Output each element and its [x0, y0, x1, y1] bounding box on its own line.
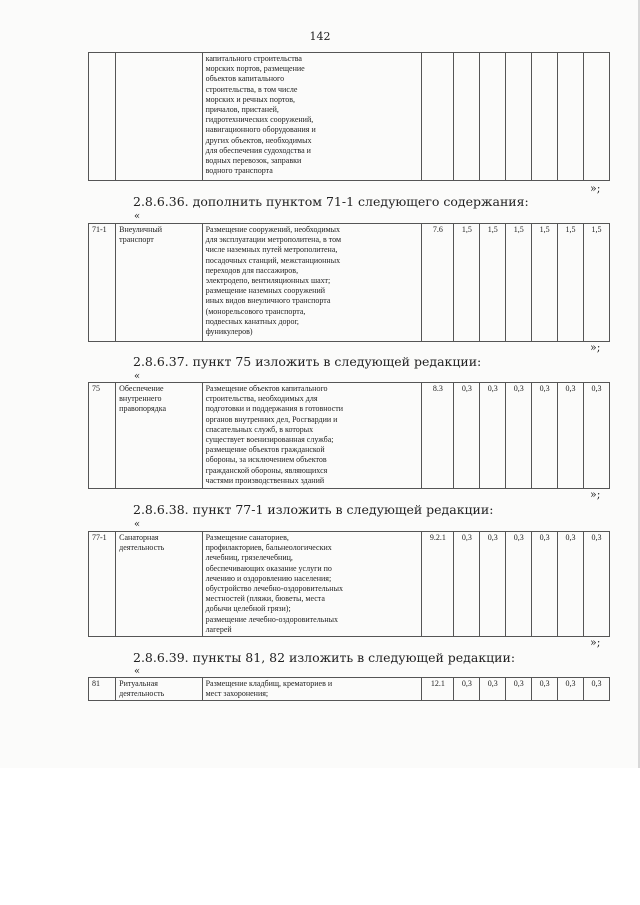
section-heading-36: 2.8.6.36. дополнить пунктом 71-1 следующего содержания:: [133, 194, 529, 209]
row-number: 71-1: [89, 224, 116, 342]
row-name: Обеспечение внутреннего правопорядка: [116, 383, 202, 489]
row-code: 7.6: [422, 224, 454, 342]
row-description: Размещение сооружений, необходимых для эксплуатации метрополитена, в том числе наземных путей метрополитена, посадочных станций, межстанционных переходов для пассажиров, электродепо, вентиляционных шахт; размещение наземных сооружений иных видов внеуличного транспорта (монорельсового транспорта, подвесных канатных дорог, фуникулеров): [202, 224, 422, 342]
row-value: 0,3: [506, 532, 532, 637]
row-value: 1,5: [480, 224, 506, 342]
row-value: 0,3: [454, 383, 480, 489]
row-code: 12.1: [422, 678, 454, 701]
row-value: 0,3: [532, 532, 558, 637]
table-continuation: [88, 52, 610, 181]
row-value: 1,5: [532, 224, 558, 342]
row-value: 0,3: [532, 383, 558, 489]
row-value: 0,3: [454, 532, 480, 637]
row-description: Размещение санаториев, профилакториев, бальнеологических лечебниц, грязелечебниц, обеспечивающих оказание услуги по лечению и оздоровлению населения; обустройство лечебно-оздоровительных местностей (пляжи, бюветы, места добычи целебной грязи); размещение лечебно-оздоровительных лагерей: [202, 532, 422, 637]
section-heading-39: 2.8.6.39. пункты 81, 82 изложить в следующей редакции:: [133, 650, 516, 665]
page-number: 142: [309, 30, 331, 43]
table-77-1: [88, 531, 610, 637]
row-value: 0,3: [558, 383, 584, 489]
row-value: 0,3: [584, 532, 610, 637]
close-quote: »;: [590, 182, 601, 195]
row-value: 0,3: [584, 383, 610, 489]
table-81: [88, 677, 610, 701]
row-name: Санаторная деятельность: [116, 532, 202, 637]
row-value: 0,3: [506, 383, 532, 489]
close-quote: »;: [590, 341, 601, 354]
row-value: 0,3: [480, 532, 506, 637]
row-value: 0,3: [558, 678, 584, 701]
row-value: 0,3: [454, 678, 480, 701]
open-quote: «: [134, 666, 141, 677]
table-row: [89, 53, 610, 181]
row-code: 8.3: [422, 383, 454, 489]
row-description: капитального строительства морских портов, размещение объектов капитального строительства, в том числе морских и речных портов, причалов, пристаней, гидротехнических сооружений, навигационного оборудования и других объектов, необходимых для обеспечения судоходства и водных перевозок, заправки водного транспорта: [202, 53, 422, 181]
row-description: Размещение объектов капитального строительства, необходимых для подготовки и поддержания в готовности органов внутренних дел, Росгвардии и спасательных служб, в которых существует военизированная служба; размещение объектов гражданской обороны, за исключением объектов гражданской обороны, являющихся частями производственных зданий: [202, 383, 422, 489]
row-number: 81: [89, 678, 116, 701]
row-description: Размещение кладбищ, крематориев и мест захоронения;: [202, 678, 422, 701]
table-row: [89, 224, 610, 342]
row-name: Ритуальная деятельность: [116, 678, 202, 701]
table-row: [89, 383, 610, 489]
row-number: 75: [89, 383, 116, 489]
table-71-1: [88, 223, 610, 342]
section-heading-38: 2.8.6.38. пункт 77-1 изложить в следующей редакции:: [133, 502, 494, 517]
row-value: 0,3: [480, 383, 506, 489]
close-quote: »;: [590, 636, 601, 649]
table-row: [89, 678, 610, 701]
row-value: 0,3: [584, 678, 610, 701]
row-value: 1,5: [558, 224, 584, 342]
open-quote: «: [134, 371, 141, 382]
row-value: 1,5: [584, 224, 610, 342]
row-value: 0,3: [506, 678, 532, 701]
row-code: 9.2.1: [422, 532, 454, 637]
row-number: 77-1: [89, 532, 116, 637]
row-value: 0,3: [480, 678, 506, 701]
row-value: 0,3: [558, 532, 584, 637]
open-quote: «: [134, 211, 141, 222]
row-value: 1,5: [506, 224, 532, 342]
open-quote: «: [134, 519, 141, 530]
row-value: 0,3: [532, 678, 558, 701]
table-75: [88, 382, 610, 489]
row-name: Внеуличный транспорт: [116, 224, 202, 342]
section-heading-37: 2.8.6.37. пункт 75 изложить в следующей редакции:: [133, 354, 482, 369]
row-value: 1,5: [454, 224, 480, 342]
table-row: [89, 532, 610, 637]
close-quote: »;: [590, 488, 601, 501]
